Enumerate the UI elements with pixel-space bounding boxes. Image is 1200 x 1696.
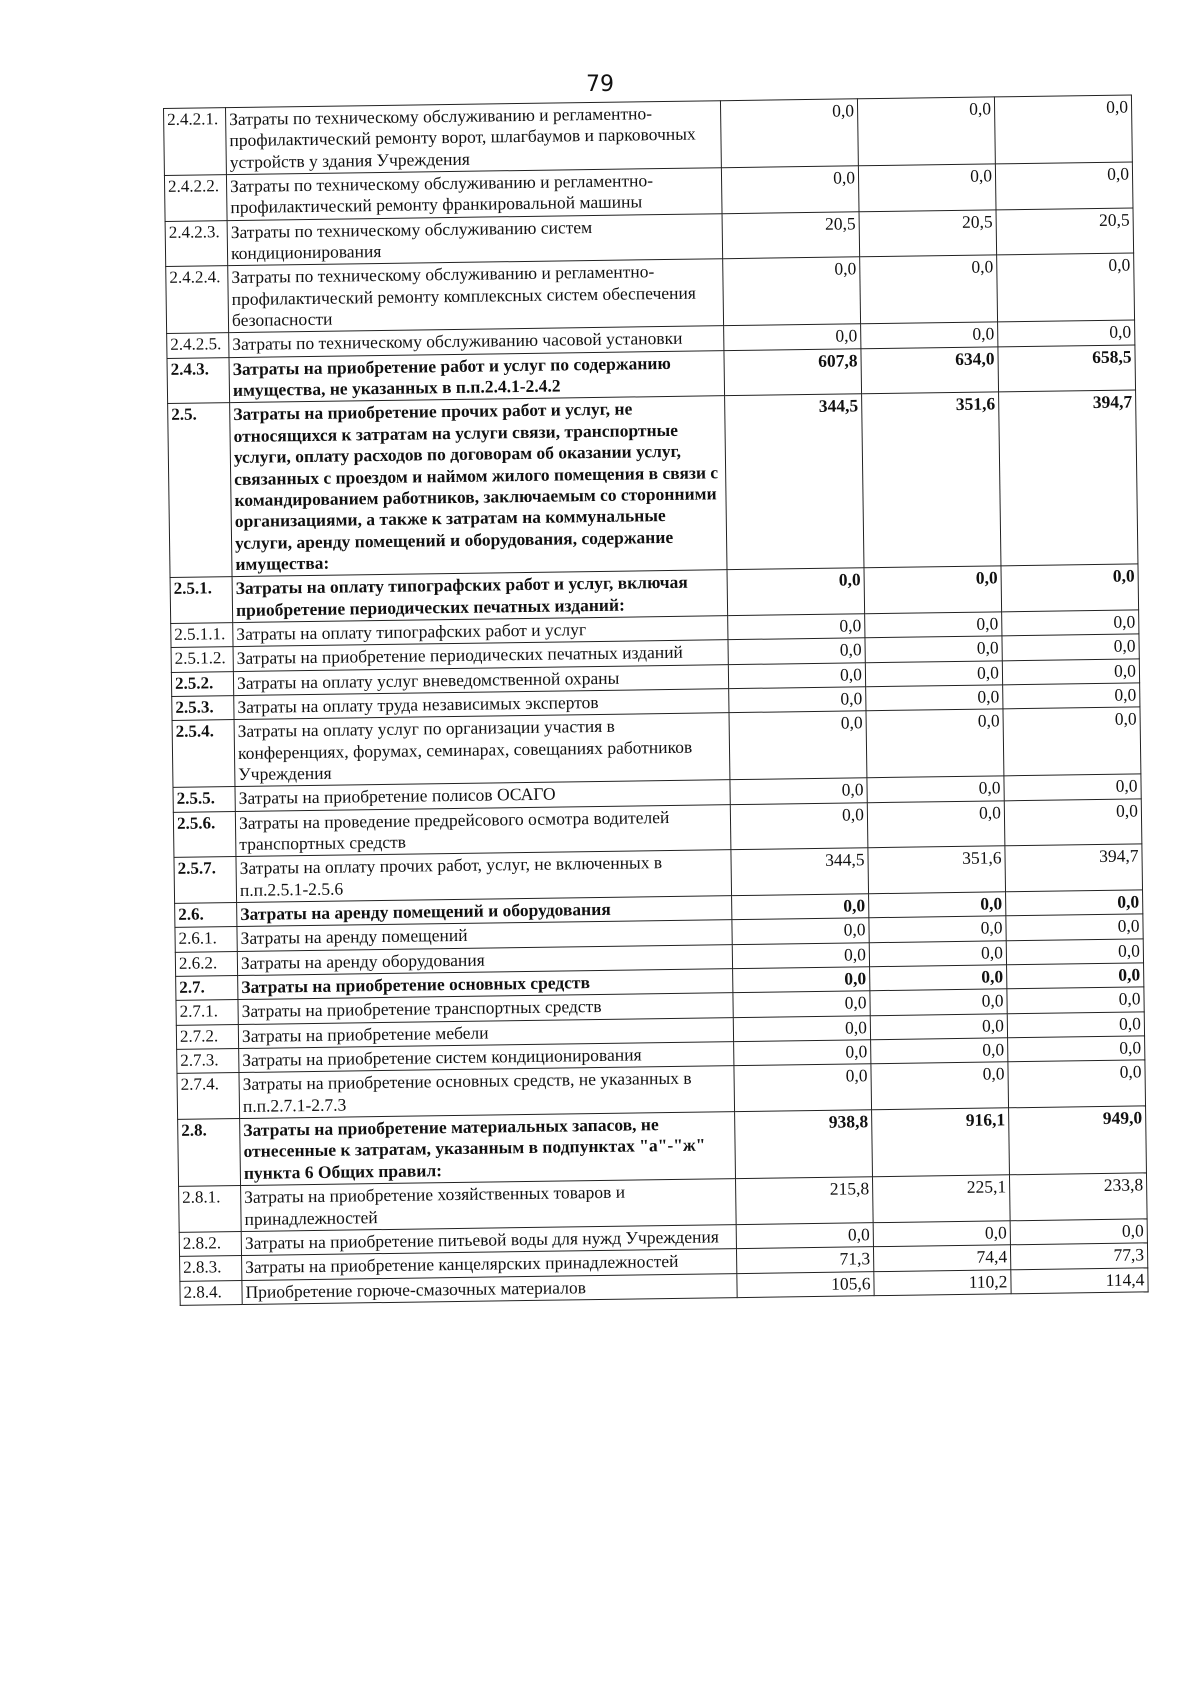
row-value-2: 0,0	[867, 800, 1005, 848]
row-name: Затраты на приобретение работ и услуг по содержанию имущества, не указанных в п.п.2.4.1-2.4.2	[229, 350, 725, 403]
row-name: Затраты на оплату услуг вневедомственной охраны	[233, 664, 728, 695]
row-code: 2.6.2.	[175, 951, 237, 976]
row-value-2: 74,4	[873, 1245, 1010, 1271]
row-value-2: 634,0	[861, 347, 999, 395]
row-value-3: 0,0	[994, 95, 1132, 164]
row-value-3: 0,0	[1007, 987, 1144, 1013]
row-value-1: 0,0	[733, 967, 870, 993]
budget-table-body	[164, 95, 1149, 1305]
row-value-2: 0,0	[869, 916, 1006, 942]
row-value-1: 0,0	[732, 894, 869, 920]
row-value-1: 0,0	[733, 991, 870, 1017]
row-code: 2.5.1.	[170, 577, 233, 624]
row-value-3: 0,0	[1008, 1060, 1146, 1108]
row-name: Затраты на приобретение основных средств	[238, 969, 733, 1000]
row-name: Затраты на приобретение транспортных средств	[238, 993, 733, 1024]
row-value-1: 20,5	[722, 212, 860, 260]
row-value-2: 0,0	[873, 1221, 1010, 1247]
row-value-2: 0,0	[869, 892, 1006, 918]
row-code: 2.5.6.	[173, 811, 236, 858]
row-value-1: 0,0	[727, 568, 865, 616]
row-value-2: 0,0	[860, 255, 998, 324]
row-value-3: 394,7	[999, 390, 1138, 566]
row-value-2: 0,0	[857, 97, 995, 166]
row-value-1: 215,8	[736, 1177, 874, 1225]
row-code: 2.8.1.	[179, 1186, 242, 1233]
row-value-2: 0,0	[870, 965, 1007, 991]
row-code: 2.7.2.	[176, 1024, 238, 1049]
row-value-1: 0,0	[734, 1040, 871, 1066]
row-code: 2.5.2.	[171, 671, 233, 696]
row-value-1: 0,0	[730, 802, 868, 850]
row-code: 2.4.2.5.	[167, 333, 229, 358]
row-name: Затраты по техническому обслуживанию часовой установки	[229, 326, 724, 357]
row-value-3: 0,0	[1002, 659, 1139, 685]
row-value-1: 0,0	[733, 1015, 870, 1041]
row-name: Затраты на приобретение прочих работ и услуг, не относящихся к затратам на услуги связи, транспортные услуги, оплату расходов по договорам об оказании услуг, связанных с проездом и наймом жилого помещения в связи с командированием работников, заключаемым со сторонними организациями, а также к затратам на коммунальные услуги, аренду помещений и оборудования, содержание имущества:	[230, 396, 727, 577]
row-value-3: 0,0	[1006, 890, 1143, 916]
row-value-3: 0,0	[1008, 1036, 1145, 1062]
row-value-3: 0,0	[1003, 683, 1140, 709]
row-value-3: 394,7	[1005, 844, 1143, 892]
row-value-2: 0,0	[867, 776, 1004, 802]
row-name: Затраты на аренду оборудования	[237, 944, 732, 975]
row-value-1: 0,0	[729, 711, 867, 780]
row-name: Затраты на приобретение хозяйственных товаров и принадлежностей	[241, 1179, 737, 1232]
row-value-3: 0,0	[1001, 564, 1139, 612]
row-value-2: 0,0	[871, 1038, 1008, 1064]
row-code: 2.6.	[175, 903, 237, 928]
row-value-2: 0,0	[870, 1014, 1007, 1040]
row-code: 2.5.	[168, 403, 232, 578]
row-value-2: 0,0	[866, 709, 1004, 778]
row-code: 2.5.5.	[173, 787, 235, 812]
row-value-3: 0,0	[1003, 707, 1141, 776]
row-code: 2.7.1.	[176, 1000, 238, 1025]
row-code: 2.7.3.	[177, 1049, 239, 1074]
row-value-3: 0,0	[1002, 610, 1139, 636]
row-value-3: 0,0	[1007, 1012, 1144, 1038]
row-name: Затраты на приобретение основных средств, не указанных в п.п.2.7.1-2.7.3	[239, 1066, 735, 1119]
row-value-1: 0,0	[721, 166, 859, 214]
row-value-1: 0,0	[728, 614, 865, 640]
row-value-1: 344,5	[731, 848, 869, 896]
row-value-3: 0,0	[1006, 914, 1143, 940]
row-value-3: 0,0	[1004, 774, 1141, 800]
row-name: Затраты на приобретение материальных запасов, не отнесенные к затратам, указанным в подпунктах "а"-"ж" пункта 6 Общих правил:	[240, 1112, 736, 1186]
row-value-1: 0,0	[736, 1223, 873, 1249]
table-row	[168, 390, 1138, 577]
row-value-3: 20,5	[996, 208, 1134, 256]
row-value-3: 0,0	[1006, 939, 1143, 965]
row-code: 2.5.4.	[172, 720, 235, 788]
row-name: Затраты на проведение предрейсового осмотра водителей транспортных средств	[235, 804, 731, 857]
row-code: 2.5.3.	[172, 696, 234, 721]
row-value-2: 0,0	[869, 941, 1006, 967]
row-value-3: 0,0	[995, 162, 1133, 210]
row-value-1: 0,0	[720, 99, 858, 168]
row-value-1: 0,0	[728, 662, 865, 688]
row-name: Затраты на приобретение полисов ОСАГО	[235, 780, 730, 811]
row-code: 2.8.2.	[179, 1231, 241, 1256]
row-name: Затраты по техническому обслуживанию и регламентно-профилактический ремонту франкировальной машины	[226, 168, 722, 221]
row-name: Затраты на приобретение канцелярских принадлежностей	[242, 1249, 737, 1280]
budget-table	[163, 94, 1149, 1305]
row-code: 2.4.3.	[167, 357, 230, 404]
row-value-1: 0,0	[730, 778, 867, 804]
row-value-2: 225,1	[872, 1175, 1010, 1223]
row-code: 2.7.4.	[177, 1073, 240, 1120]
row-code: 2.4.2.1.	[164, 108, 227, 176]
row-value-2: 0,0	[861, 322, 998, 348]
row-value-3: 0,0	[997, 253, 1135, 322]
budget-sheet	[163, 94, 1148, 1305]
row-value-2: 0,0	[870, 989, 1007, 1015]
row-value-2: 351,6	[862, 392, 1001, 568]
row-value-3: 0,0	[1010, 1219, 1147, 1245]
row-value-1: 0,0	[729, 687, 866, 713]
row-name: Приобретение горюче-смазочных материалов	[242, 1273, 737, 1304]
row-value-3: 233,8	[1009, 1173, 1147, 1221]
row-value-1: 105,6	[737, 1271, 874, 1297]
row-code: 2.5.1.2.	[171, 647, 233, 672]
row-value-1: 0,0	[728, 638, 865, 664]
row-name: Затраты на аренду помещений	[237, 920, 732, 951]
page-number: 79	[586, 72, 614, 97]
row-code: 2.4.2.4.	[166, 266, 229, 334]
row-value-1: 71,3	[736, 1247, 873, 1273]
row-name: Затраты на оплату услуг по организации участия в конференциях, форумах, семинарах, совещаниях работников Учреждения	[234, 713, 730, 787]
row-name: Затраты на приобретение мебели	[238, 1017, 733, 1048]
row-value-1: 344,5	[725, 394, 864, 570]
row-value-2: 0,0	[871, 1062, 1009, 1110]
row-name: Затраты по техническому обслуживанию и регламентно-профилактический ремонту комплексных систем обеспечения безопасности	[228, 259, 724, 333]
row-value-1: 0,0	[723, 257, 861, 326]
row-code: 2.7.	[176, 976, 238, 1001]
row-value-1: 938,8	[735, 1110, 873, 1179]
row-value-3: 114,4	[1011, 1267, 1148, 1293]
row-value-2: 351,6	[868, 846, 1006, 894]
row-value-3: 77,3	[1010, 1243, 1147, 1269]
row-value-2: 0,0	[866, 685, 1003, 711]
row-code: 2.8.3.	[180, 1256, 242, 1281]
row-value-2: 20,5	[859, 210, 997, 258]
row-value-1: 0,0	[724, 324, 861, 350]
row-value-3: 0,0	[1007, 963, 1144, 989]
row-value-1: 0,0	[732, 942, 869, 968]
row-value-1: 607,8	[724, 349, 862, 397]
row-name: Затраты на оплату типографских работ и услуг, включая приобретение периодических печатных изданий:	[232, 570, 728, 623]
row-name: Затраты на оплату типографских работ и услуг	[233, 616, 728, 647]
row-name: Затраты на приобретение питьевой воды для нужд Учреждения	[241, 1224, 736, 1255]
row-value-3: 949,0	[1009, 1106, 1147, 1175]
row-name: Затраты на аренду помещений и оборудования	[237, 896, 732, 927]
row-value-2: 916,1	[872, 1108, 1010, 1177]
row-value-2: 0,0	[865, 612, 1002, 638]
row-value-2: 0,0	[858, 164, 996, 212]
row-value-2: 110,2	[874, 1269, 1011, 1295]
row-value-3: 658,5	[998, 345, 1136, 393]
row-code: 2.5.1.1.	[171, 622, 233, 647]
row-code: 2.8.	[178, 1119, 241, 1187]
row-value-3: 0,0	[1004, 799, 1142, 847]
row-name: Затраты по техническому обслуживанию систем кондиционирования	[227, 213, 723, 266]
row-code: 2.6.1.	[175, 927, 237, 952]
row-code: 2.8.4.	[180, 1280, 242, 1305]
row-value-1: 0,0	[734, 1064, 872, 1112]
row-value-3: 0,0	[1002, 634, 1139, 660]
row-value-2: 0,0	[865, 660, 1002, 686]
row-value-2: 0,0	[865, 636, 1002, 662]
row-name: Затраты на приобретение периодических печатных изданий	[233, 640, 728, 671]
row-name: Затраты на приобретение систем кондиционирования	[239, 1042, 734, 1073]
row-name: Затраты на оплату труда независимых экспертов	[234, 689, 729, 720]
row-name: Затраты по техническому обслуживанию и регламентно-профилактический ремонту ворот, шлагбаумов и парковочных устройств у здания Учреждения	[226, 101, 722, 175]
row-code: 2.5.7.	[174, 857, 237, 904]
row-code: 2.4.2.2.	[164, 175, 227, 222]
row-value-1: 0,0	[732, 918, 869, 944]
row-value-2: 0,0	[864, 566, 1002, 614]
row-name: Затраты на оплату прочих работ, услуг, не включенных в п.п.2.5.1-2.5.6	[236, 850, 732, 903]
row-code: 2.4.2.3.	[165, 220, 228, 267]
row-value-3: 0,0	[998, 320, 1135, 346]
